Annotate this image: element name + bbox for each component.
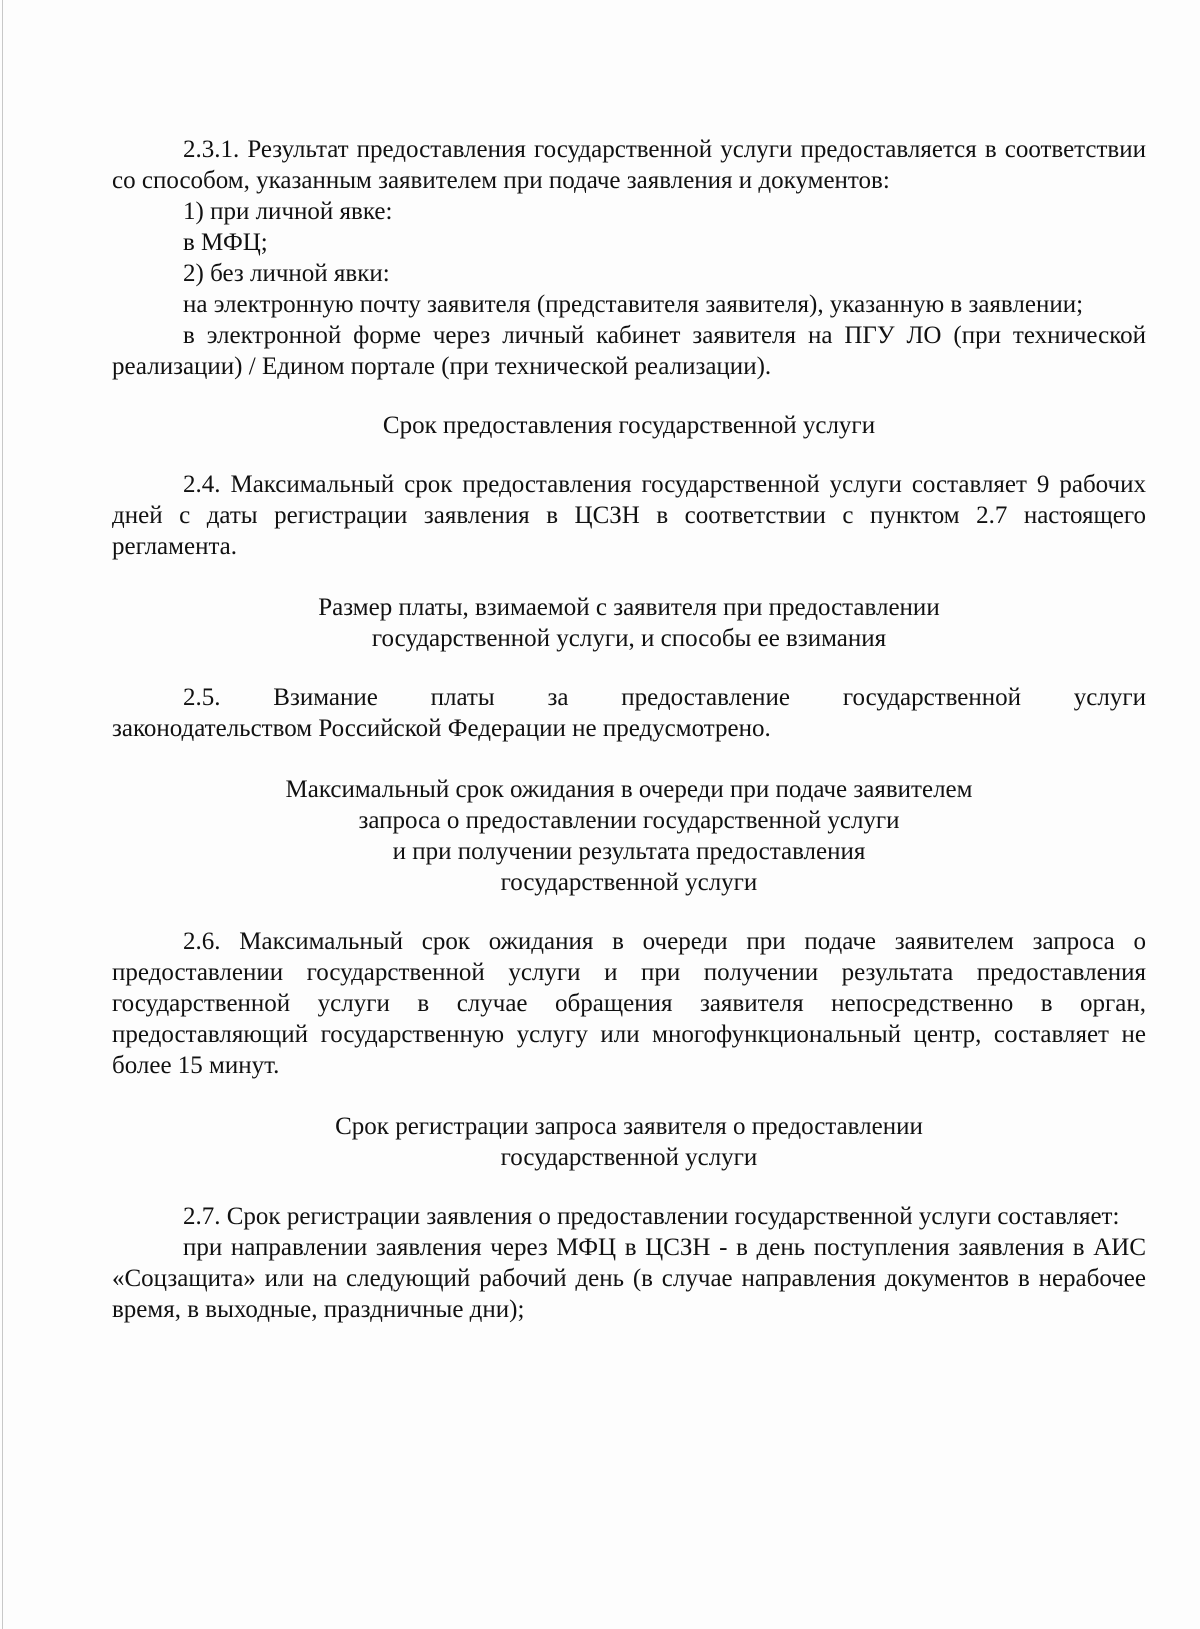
paragraph-2-6: 2.6. Максимальный срок ожидания в очереди при подаче заявителем запроса о предоставлении государственной услуги и при получении результата предоставления государственной услуги в случае обращения заявителя непосредственно в орган, предоставляющий государственную услугу или многофункциональный центр, составляет не более 15 минут.: [112, 928, 1146, 1079]
paragraph-email: на электронную почту заявителя (представителя заявителя), указанную в заявлении;: [183, 291, 1084, 318]
section-heading-queue-line-1: Максимальный срок ожидания в очереди при подаче заявителем: [285, 776, 973, 803]
paragraph-2-4: 2.4. Максимальный срок предоставления государственной услуги составляет 9 рабочих дней с даты регистрации заявления в ЦСЗН в соответствии с пунктом 2.7 настоящего регламента.: [112, 471, 1146, 560]
paragraph-2-3-1: 2.3.1. Результат предоставления государственной услуги предоставляется в соответствии со способом, указанным заявителем при подаче заявления и документов:: [112, 136, 1146, 194]
paragraph-electronic: в электронной форме через личный кабинет заявителя на ПГУ ЛО (при технической реализации) / Едином портале (при технической реализации).: [112, 322, 1146, 380]
document-body: [112, 134, 1146, 1325]
list-item-no-personal: 2) без личной явки:: [183, 260, 390, 287]
section-heading-fee-line-2: государственной услуги, и способы ее взимания: [371, 625, 887, 652]
paragraph-2-7: 2.7. Срок регистрации заявления о предоставлении государственной услуги составляет:: [183, 1203, 1120, 1230]
section-heading-registration-line-2: государственной услуги: [500, 1144, 758, 1171]
section-heading-queue-line-4: государственной услуги: [500, 869, 758, 896]
section-heading-term: Срок предоставления государственной услуги: [382, 412, 876, 439]
paragraph-mfc-submission: при направлении заявления через МФЦ в ЦСЗН - в день поступления заявления в АИС «Соцзащита» или на следующий рабочий день (в случае направления документов в нерабочее время, в выходные, праздничные дни);: [112, 1234, 1146, 1323]
paragraph-2-5-line-2: законодательством Российской Федерации не предусмотрено.: [112, 715, 771, 742]
section-heading-registration-line-1: Срок регистрации запроса заявителя о предоставлении: [335, 1113, 923, 1140]
paragraph-2-5-line-1: 2.5. Взимание платы за предоставление государственной услуги: [183, 684, 1146, 711]
list-item-personal: 1) при личной явке:: [183, 198, 393, 225]
section-heading-queue-line-2: запроса о предоставлении государственной услуги: [358, 807, 900, 834]
section-heading-fee-line-1: Размер платы, взимаемой с заявителя при предоставлении: [318, 594, 940, 621]
scan-edge: [2, 0, 3, 1629]
section-heading-queue-line-3: и при получении результата предоставления: [392, 838, 866, 865]
list-item-mfc: в МФЦ;: [183, 229, 268, 256]
